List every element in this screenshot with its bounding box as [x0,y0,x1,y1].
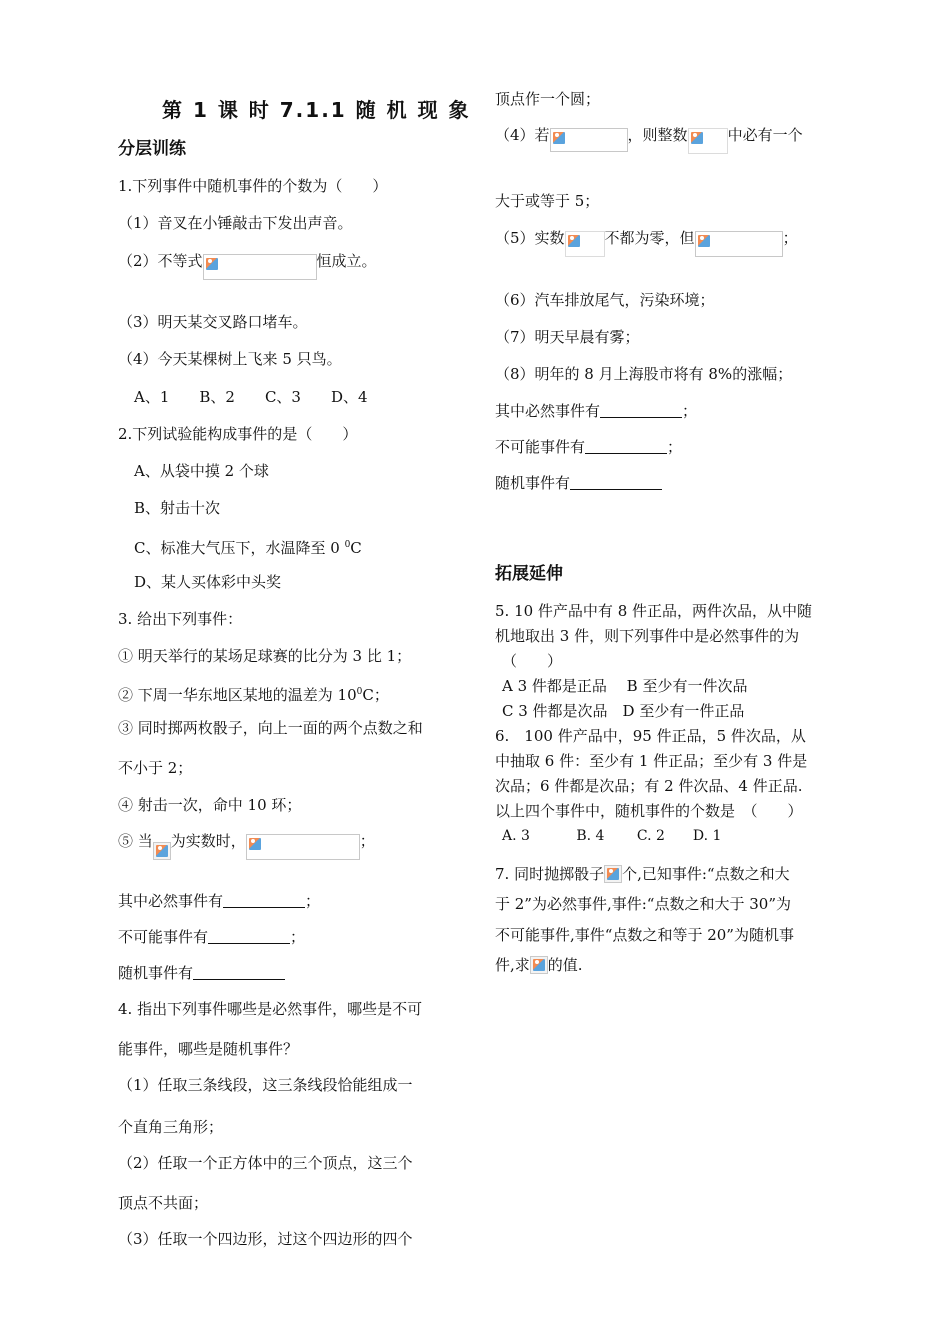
degree-superscript: 0 [344,540,351,550]
question-4-item-6: （6）汽车排放尾气，污染环境； [495,291,715,309]
question-2-option-a: A、从袋中摸 2 个球 [134,462,269,480]
formula-image-box [550,128,628,152]
broken-image-icon [566,233,584,251]
question-3-event-2-text: ② 下周一华东地区某地的温差为 10 [118,686,357,704]
question-7-line-3: 不可能事件,事件“点数之和等于 20”为随机事 [495,926,794,944]
answer-blank [223,893,305,908]
question-7-line-1 [495,864,790,884]
question-4-item-2-line-2: 顶点不共面； [118,1194,209,1212]
certain-events-label: 其中必然事件有 [495,402,601,420]
question-7-text-c: 件,求 [495,956,530,974]
question-5-line-1: 5. 10 件产品中有 8 件正品，两件次品，从中随 [495,602,813,620]
certain-events-label: 其中必然事件有 [118,892,224,910]
question-2-option-c [134,535,362,558]
question-2-stem: 2.下列试验能构成事件的是（ ） [118,425,358,443]
question-5-options-ab: A 3 件都是正品 B 至少有一件次品 [502,677,748,695]
answer-blank [570,475,662,490]
page-title: 第 1 课 时 7.1.1 随 机 现 象 [162,98,471,122]
question-4-item-5-text-c: ； [782,229,798,247]
punctuation: ； [305,892,321,910]
question-3-impossible-events [118,927,305,947]
question-4-item-4-text-a: （4）若 [495,126,550,144]
question-6-line-1: 6. 100 件产品中，95 件正品，5 件次品，从 [495,727,806,745]
question-4-item-4-line-2: 大于或等于 5； [495,192,600,210]
random-events-label: 随机事件有 [118,964,194,982]
question-1-item-3: （3）明天某交叉路口堵车。 [118,313,308,331]
question-5-options-cd: C 3 件都是次品 D 至少有一件正品 [502,702,745,720]
section-heading-extension: 拓展延伸 [495,564,563,584]
question-6-options: A. 3 B. 4 C. 2 D. 1 [502,828,722,844]
question-4-item-5-text-a: （5）实数 [495,229,565,247]
question-4-item-3-line-1: （3）任取一个四边形，过这个四边形的四个 [118,1230,413,1248]
question-3-stem: 3. 给出下列事件： [118,610,243,628]
question-4-item-1-line-2: 个直角三角形； [118,1118,224,1136]
question-4-stem-line-1: 4. 指出下列事件哪些是必然事件，哪些是不可 [118,1000,423,1018]
question-4-random-events [495,473,662,493]
answer-blank [193,965,285,980]
question-4-item-5 [495,228,798,257]
section-heading-layered-training: 分层训练 [118,139,186,159]
question-1-options: A、1 B、2 C、3 D、4 [134,388,368,406]
question-3-event-5-text-c: ； [359,832,375,850]
impossible-events-label: 不可能事件有 [118,928,209,946]
question-7-text-b: 个,已知事件:“点数之和大 [622,865,790,883]
broken-image-icon [696,233,714,251]
impossible-events-label: 不可能事件有 [495,438,586,456]
question-7-text-a: 7. 同时抛掷骰子 [495,865,605,883]
punctuation: ； [290,928,306,946]
question-1-stem: 1.下列事件中随机事件的个数为（ ） [118,177,388,195]
question-3-random-events [118,963,285,983]
question-4-item-4-line-1 [495,125,803,154]
question-3-event-3-line-2: 不小于 2； [118,759,193,777]
broken-image-icon [153,842,171,860]
broken-image-icon [247,836,265,854]
broken-image-icon [551,130,569,148]
formula-image-box [688,128,728,154]
question-5-line-2: 机地取出 3 件，则下列事件中是必然事件的为 [495,627,800,645]
question-1-item-2-text-a: （2）不等式 [118,252,203,270]
formula-image-box [246,834,360,860]
question-4-item-1-line-1: （1）任取三条线段，这三条线段恰能组成一 [118,1076,413,1094]
question-2-option-c-text: C、标准大气压下，水温降至 0 [134,539,345,557]
question-2-option-d: D、某人买体彩中头奖 [134,573,282,591]
question-1-item-1: （1）音叉在小锤敲击下发出声音。 [118,214,353,232]
random-events-label: 随机事件有 [495,474,571,492]
punctuation: ； [682,402,698,420]
formula-image-box [203,254,317,280]
question-6-line-4: 以上四个事件中，随机事件的个数是 （ ） [495,802,803,820]
answer-blank [585,439,667,454]
question-3-certain-events [118,891,320,911]
question-3-event-5-text-b: 为实数时， [170,832,246,850]
question-4-item-8: （8）明年的 8 月上海股市将有 8%的涨幅； [495,365,793,383]
question-4-item-3-line-2: 顶点作一个圆； [495,90,601,108]
broken-image-icon [604,865,622,883]
question-3-event-4: ④ 射击一次，命中 10 环； [118,796,302,814]
broken-image-icon [204,256,222,274]
question-7-line-4 [495,955,583,975]
question-2-option-b: B、射击十次 [134,499,221,517]
question-4-item-4-text-c: 中必有一个 [727,126,803,144]
question-4-item-2-line-1: （2）任取一个正方体中的三个顶点，这三个 [118,1154,413,1172]
question-1-item-4: （4）今天某棵树上飞来 5 只鸟。 [118,350,342,368]
question-1-item-2 [118,251,377,280]
question-1-item-2-text-b: 恒成立。 [316,252,377,270]
question-2-option-c-unit: C [350,539,362,557]
answer-blank [600,403,682,418]
degree-superscript: 0 [356,687,363,697]
answer-blank [208,929,290,944]
question-6-line-2: 中抽取 6 件：至少有 1 件正品；至少有 3 件是 [495,752,808,770]
question-7-text-d: 的值. [547,956,583,974]
question-3-event-3-line-1: ③ 同时掷两枚骰子，向上一面的两个点数之和 [118,719,423,737]
question-4-item-4-text-b: ，则整数 [627,126,688,144]
question-4-certain-events [495,401,697,421]
broken-image-icon [689,130,707,148]
question-5-line-3: （ ） [502,652,563,670]
question-4-impossible-events [495,437,682,457]
formula-image-box [565,231,605,257]
question-7-line-2: 于 2”为必然事件,事件:“点数之和大于 30”为 [495,895,791,913]
question-4-item-7: （7）明天早晨有雾； [495,328,640,346]
punctuation: ； [667,438,683,456]
question-3-event-5-text-a: ⑤ 当 [118,832,153,850]
formula-image-box [695,231,783,257]
question-6-line-3: 次品；6 件都是次品；有 2 件次品、4 件正品. [495,777,803,795]
question-3-event-1: ① 明天举行的某场足球赛的比分为 3 比 1； [118,647,412,665]
question-3-event-5 [118,831,375,860]
question-3-event-2-unit: C； [362,686,389,704]
question-4-item-5-text-b: 不都为零，但 [604,229,695,247]
question-3-event-2 [118,682,389,705]
question-4-stem-line-2: 能事件，哪些是随机事件？ [118,1040,299,1058]
broken-image-icon [530,956,548,974]
